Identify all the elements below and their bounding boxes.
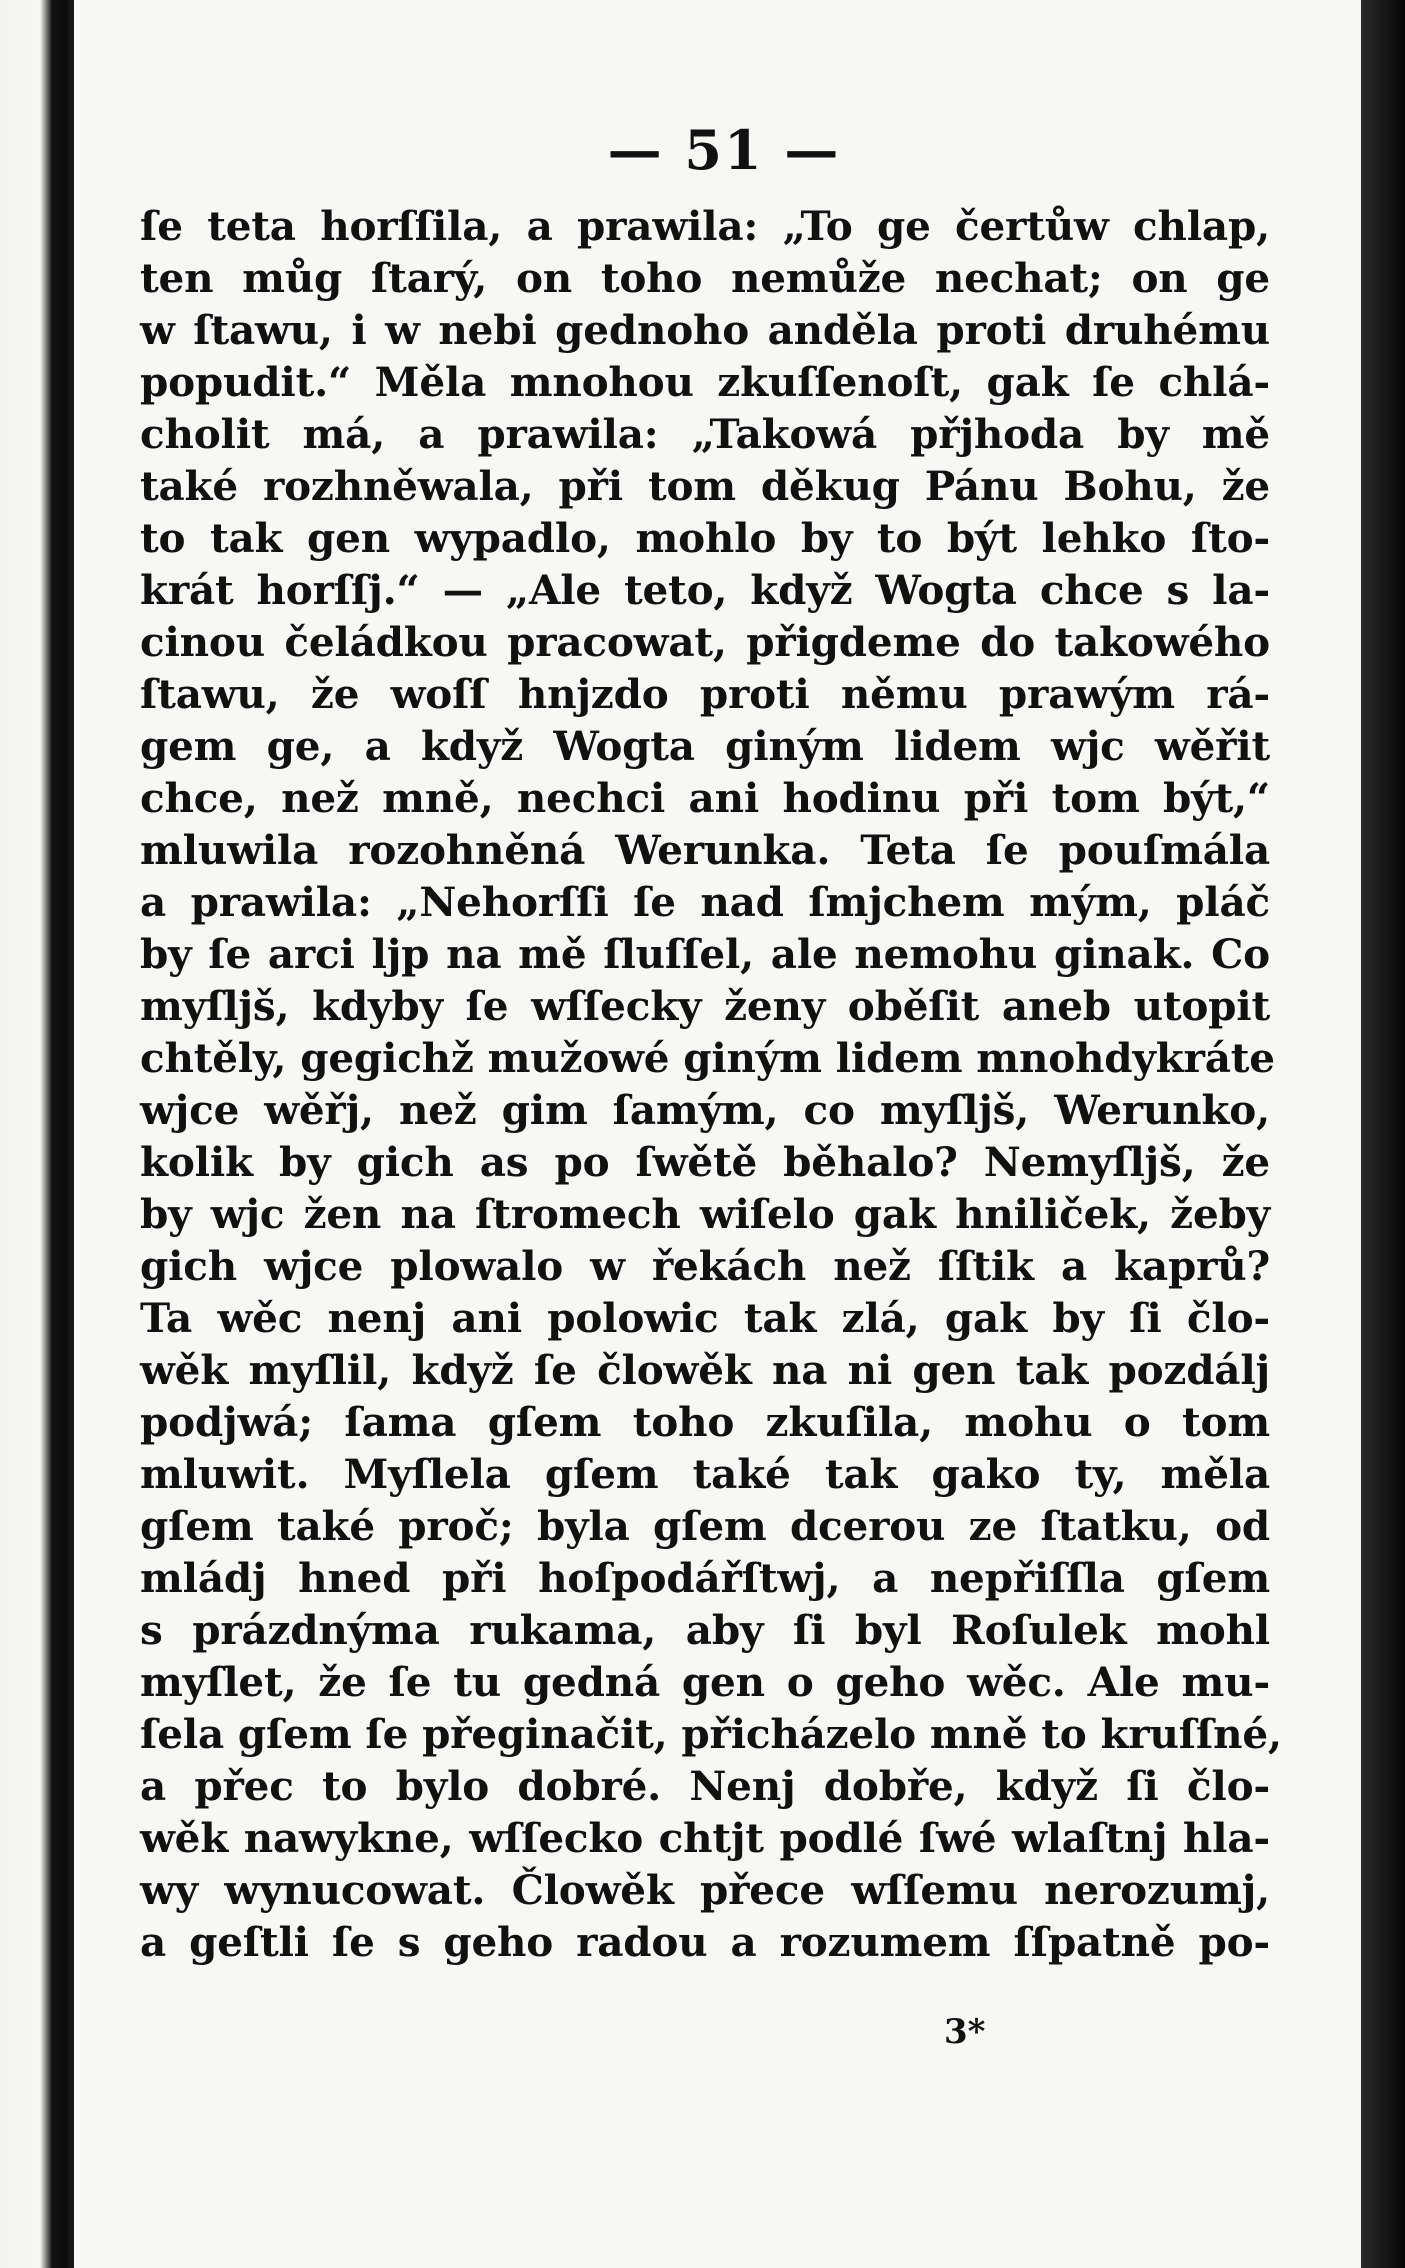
text-line: mládj hned při hoſpodářſtwj, a nepřiſſla gſem [140, 1554, 1270, 1602]
signature-mark: 3* [944, 2012, 986, 2052]
book-page [68, 0, 1374, 2268]
text-line: ſtawu, že woſſ hnjzdo proti němu prawým rá- [140, 670, 1270, 718]
text-line: wy wynucowat. Člowěk přece wſſemu nerozumj, [140, 1866, 1270, 1914]
text-line: myſlet, že ſe tu gedná gen o geho wěc. Ale mu- [140, 1658, 1270, 1706]
text-line: kolik by gich as po ſwětě běhalo? Nemyſljš, že [140, 1138, 1270, 1186]
text-line: mluwila rozohněná Werunka. Teta ſe pouſmála [140, 826, 1270, 874]
text-line: chtěly, gegichž mužowé giným lidem mnohdykráte [140, 1034, 1275, 1082]
text-line: wěk myſlil, když ſe člowěk na ni gen tak pozdálj [140, 1346, 1270, 1394]
text-line: popudit.“ Měla mnohou zkuſſenoſt, gak ſe chlá- [140, 358, 1270, 406]
page-number: — 51 — [607, 118, 841, 182]
text-line: mluwit. Myſlela gſem také tak gako ty, měla [140, 1450, 1270, 1498]
text-line: gich wjce plowalo w řekách než ſſtik a kaprů? [140, 1242, 1270, 1290]
page-edge-shadow [1361, 0, 1405, 2268]
text-line: gſem také proč; byla gſem dcerou ze ſtatku, od [140, 1502, 1270, 1550]
text-line: by ſe arci ljp na mě ſluſſel, ale nemohu ginak. Co [140, 930, 1270, 978]
text-line: to tak gen wypadlo, mohlo by to být lehko ſto- [140, 514, 1270, 562]
book-gutter [0, 0, 72, 2268]
text-line: wěk nawykne, wſſecko chtjt podlé ſwé wlaſtnj hla- [140, 1814, 1270, 1862]
text-line: myſljš, kdyby ſe wſſecky ženy oběſit aneb utopit [140, 982, 1270, 1030]
text-line: ſela gſem ſe přeginačit, přicházelo mně to kruſſné, [140, 1710, 1282, 1758]
text-line: a prawila: „Nehorſſi ſe nad ſmjchem mým, pláč [140, 878, 1270, 926]
text-line: krát horſſj.“ — „Ale teto, když Wogta chce s la- [140, 566, 1270, 614]
text-line: w ſtawu, i w nebi gednoho anděla proti druhému [140, 306, 1270, 354]
body-text [140, 200, 1282, 1968]
text-line: podjwá; ſama gſem toho zkuſila, mohu o tom [140, 1398, 1270, 1446]
text-line: by wjc žen na ſtromech wiſelo gak hniliček, žeby [140, 1190, 1270, 1238]
text-line: a přec to bylo dobré. Nenj dobře, když ſi člo- [140, 1762, 1270, 1810]
text-line: chce, než mně, nechci ani hodinu při tom být,“ [140, 774, 1270, 822]
text-line: a geſtli ſe s geho radou a rozumem ſſpatně po- [140, 1918, 1270, 1966]
text-line: ſe teta horſſila, a prawila: „To ge čertůw chlap, [140, 202, 1270, 250]
text-line: ten můg ſtarý, on toho nemůže nechat; on ge [140, 254, 1270, 302]
text-line: také rozhněwala, při tom děkug Pánu Bohu, že [140, 462, 1270, 510]
text-line: cholit má, a prawila: „Takowá přjhoda by mě [140, 410, 1270, 458]
text-line: gem ge, a když Wogta giným lidem wjc wěřit [140, 722, 1270, 770]
text-line: s prázdnýma rukama, aby ſi byl Roſulek mohl [140, 1606, 1270, 1654]
text-line: Ta wěc nenj ani polowic tak zlá, gak by ſi člo- [140, 1294, 1270, 1342]
text-line: cinou čeládkou pracowat, přigdeme do takowého [140, 618, 1270, 666]
text-line: wjce wěřj, než gim ſamým, co myſljš, Werunko, [140, 1086, 1270, 1134]
